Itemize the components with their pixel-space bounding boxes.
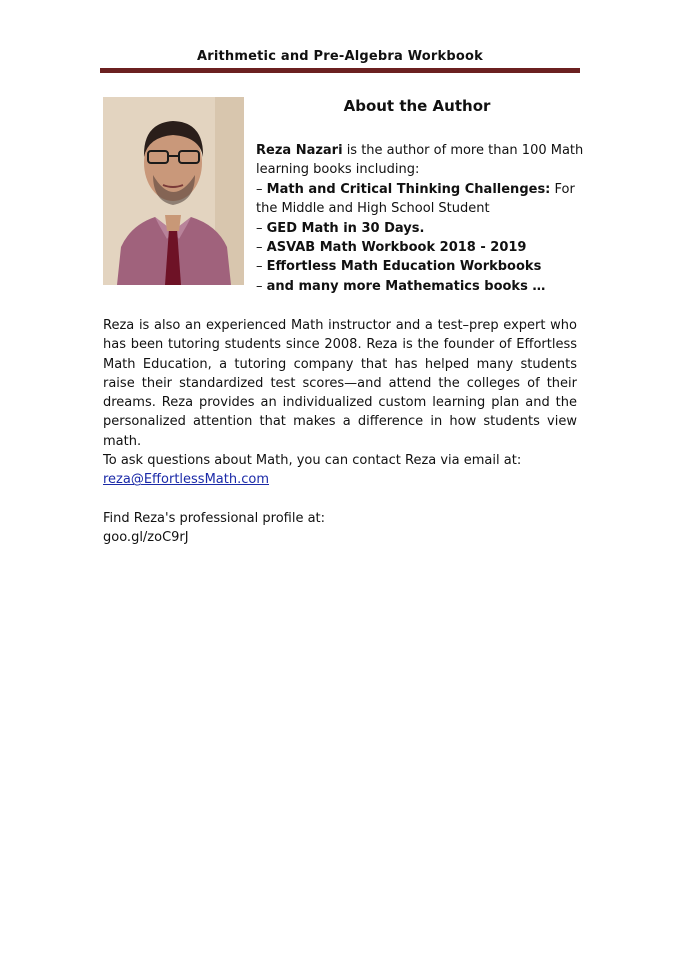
- contact-section: [103, 451, 577, 490]
- running-header: Arithmetic and Pre-Algebra Workbook: [196, 49, 483, 64]
- contact-text: To ask questions about Math, you can contact Reza via email at:: [103, 453, 522, 468]
- intro-text: is the author of more than 100 Math learning books including:: [256, 143, 584, 178]
- book-item: [256, 238, 586, 257]
- book-item: [256, 277, 586, 296]
- book-title: and many more Mathematics books …: [266, 278, 546, 294]
- profile-section: [103, 509, 577, 548]
- book-bullet: –: [256, 220, 267, 236]
- book-bullet: –: [256, 259, 267, 275]
- intro-paragraph: [256, 141, 586, 180]
- author-intro: [256, 141, 586, 296]
- profile-text: Find Reza's professional profile at:: [103, 511, 326, 526]
- profile-url[interactable]: goo.gl/zoC9rJ: [103, 530, 189, 546]
- book-item: [256, 257, 586, 276]
- book-bullet: –: [256, 181, 267, 197]
- author-name: Reza Nazari: [256, 143, 343, 158]
- book-bullet: –: [256, 240, 267, 256]
- book-title: ASVAB Math Workbook 2018 - 2019: [266, 240, 527, 256]
- author-photo: [103, 97, 244, 285]
- book-bullet: –: [256, 278, 267, 294]
- book-title: GED Math in 30 Days.: [266, 220, 425, 236]
- book-subtitle: For the Middle and High School Student: [256, 181, 575, 217]
- book-item: [256, 219, 586, 238]
- bio-paragraph: Reza is also an experienced Math instructor and a test–prep expert who has been tutoring students since 2008. Reza is the founder of Effortless Math Education, a tutoring company that has helped many students raise their standardized test scores—and attend the colleges of their dreams. Reza provides an individualized custom learning plan and the personalized attention that makes a difference in how students view math.: [103, 318, 577, 449]
- email-link[interactable]: reza@EffortlessMath.com: [103, 472, 269, 488]
- about-title: About the Author: [343, 97, 491, 115]
- book-title: Math and Critical Thinking Challenges:: [266, 181, 551, 197]
- author-portrait-icon: [103, 97, 244, 285]
- book-title: Effortless Math Education Workbooks: [266, 259, 542, 275]
- book-item: [256, 180, 586, 219]
- header-rule: [100, 68, 580, 73]
